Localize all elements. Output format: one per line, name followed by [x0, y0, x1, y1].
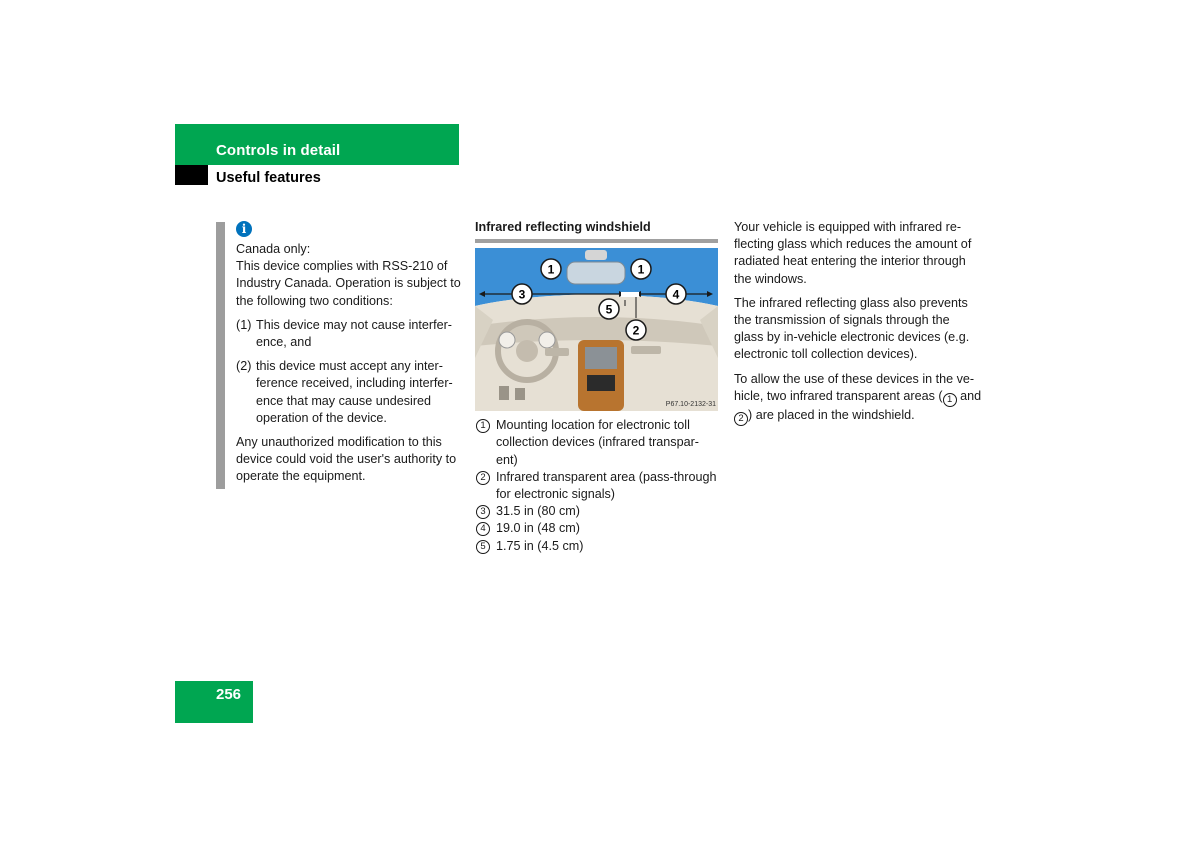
legend-item	[475, 417, 718, 469]
svg-text:2: 2	[632, 323, 640, 338]
legend-text: 31.5 in (80 cm)	[496, 504, 580, 519]
figure-legend	[475, 417, 718, 555]
condition-item	[236, 317, 466, 351]
paragraph-transparent-areas: To allow the use of these devices in the ve-hicle, two infrared transparent areas ( 1 and 2 ) are placed in the windshield.	[734, 371, 982, 424]
description-column	[734, 219, 982, 433]
note-sidebar	[216, 222, 225, 489]
svg-text:5: 5	[605, 302, 613, 317]
legend-number: 5	[476, 540, 490, 554]
legend-number: 3	[476, 505, 490, 519]
page-number-box	[175, 681, 253, 723]
note-intro: Canada only:	[236, 242, 311, 256]
figure-code: P67.10-2132-31	[665, 401, 716, 409]
svg-text:1: 1	[637, 262, 645, 277]
legend-item	[475, 520, 718, 537]
legend-item	[475, 503, 718, 520]
callout-2	[626, 320, 646, 340]
legend-number: 2	[476, 471, 490, 485]
callout-3	[512, 284, 532, 304]
callout-1-left	[541, 259, 561, 279]
legend-text: 1.75 in (4.5 cm)	[496, 538, 584, 553]
page-number: 256	[216, 686, 242, 703]
svg-text:3: 3	[518, 287, 526, 302]
callout-4	[666, 284, 686, 304]
windshield-figure	[475, 248, 718, 411]
condition-number: (1)	[236, 317, 252, 332]
section-heading: Infrared reflecting windshield	[475, 219, 718, 243]
callout-5	[599, 299, 619, 319]
legend-number: 4	[476, 522, 490, 536]
svg-text:1: 1	[547, 262, 555, 277]
legend-text: 19.0 in (48 cm)	[496, 521, 580, 536]
note-body: This device complies with RSS-210 of Industry Canada. Operation is subject to the following two conditions:	[236, 259, 461, 308]
info-icon: i	[236, 221, 252, 237]
paragraph-infrared-glass: Your vehicle is equipped with infrared re-flecting glass which reduces the amount of radiated heat entering the interior through the windows.	[734, 220, 972, 286]
section-subtitle: Useful features	[216, 170, 321, 186]
chapter-title: Controls in detail	[216, 142, 341, 159]
condition-text: This device may not cause interfer-ence, and	[256, 317, 452, 350]
ref-number: 2	[734, 412, 748, 426]
legend-number: 1	[476, 419, 490, 433]
legend-text: Infrared transparent area (pass-through for electronic signals)	[496, 469, 717, 502]
legend-text: Mounting location for electronic toll collection devices (infrared transpar-ent)	[496, 418, 699, 467]
ref-number: 1	[943, 393, 957, 407]
legend-item	[475, 469, 718, 503]
note-closing: Any unauthorized modification to this device could void the user's authority to operate the equipment.	[236, 435, 457, 484]
condition-item	[236, 358, 466, 427]
windshield-section	[475, 219, 718, 555]
canada-note	[236, 219, 466, 493]
condition-text: this device must accept any inter-ference received, including interfer-ence that may cause undesired operation of the device.	[256, 359, 453, 425]
header-marker	[175, 165, 208, 185]
condition-number: (2)	[236, 359, 252, 374]
paragraph-signal-block: The infrared reflecting glass also prevents the transmission of signals through the glass by in-vehicle electronic devices (e.g. electronic toll collection devices).	[734, 295, 970, 362]
callout-1-right	[631, 259, 651, 279]
legend-item	[475, 538, 718, 555]
svg-text:4: 4	[672, 287, 680, 302]
